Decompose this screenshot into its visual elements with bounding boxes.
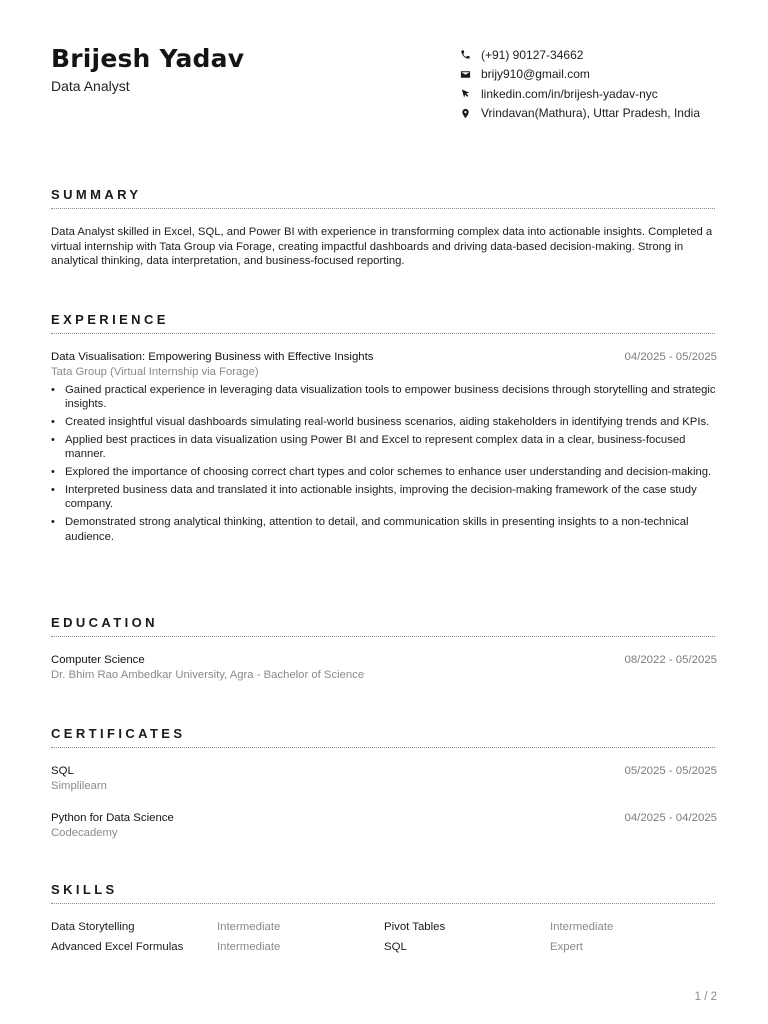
skills-section	[51, 882, 716, 955]
skills-heading: SKILLS	[51, 882, 118, 897]
education-institution: Dr. Bhim Rao Ambedkar University, Agra - Bachelor of Science	[51, 669, 365, 681]
experience-bullet: • Applied best practices in data visualization using Power BI and Excel to represent complex data in a clear, business-focused manner.	[51, 433, 717, 462]
education-section	[51, 615, 716, 683]
certificates-section	[51, 726, 716, 841]
contact-location-text: Vrindavan(Mathura), Uttar Pradesh, India	[481, 106, 700, 121]
contact-email-text: brijy910@gmail.com	[481, 67, 590, 82]
experience-bullet: • Demonstrated strong analytical thinking, attention to detail, and communication skills in presenting insights to a non-technical audience.	[51, 515, 717, 544]
experience-organization: Tata Group (Virtual Internship via Forage)	[51, 366, 259, 378]
skills-grid	[51, 920, 716, 955]
section-divider	[51, 747, 715, 748]
skill-name: Advanced Excel Formulas	[51, 941, 184, 953]
certificate-title: SQL	[51, 765, 74, 777]
skill-level: Intermediate	[217, 921, 281, 933]
candidate-role: Data Analyst	[51, 78, 130, 94]
experience-bullet-list	[51, 383, 717, 544]
education-heading: EDUCATION	[51, 615, 158, 630]
education-dates: 08/2022 - 05/2025	[624, 654, 717, 666]
location-pin-icon	[458, 106, 472, 120]
contact-location	[458, 104, 700, 124]
experience-bullet: • Explored the importance of choosing correct chart types and color schemes to enhance user understanding and decision-making.	[51, 465, 717, 479]
summary-section	[51, 187, 716, 269]
phone-icon	[458, 48, 472, 62]
skill-name: Data Storytelling	[51, 921, 135, 933]
contact-list	[458, 45, 700, 123]
candidate-name: Brijesh Yadav	[51, 44, 245, 73]
experience-bullet: • Gained practical experience in leveraging data visualization tools to empower business decisions through storytelling and strategic insights.	[51, 383, 717, 412]
certificate-entry	[51, 811, 717, 841]
experience-bullet: • Interpreted business data and translated it into actionable insights, improving the decision-making framework of the case study company.	[51, 483, 717, 512]
certificate-issuer: Simplilearn	[51, 780, 107, 792]
skill-level: Intermediate	[217, 941, 281, 953]
contact-phone-text: (+91) 90127-34662	[481, 47, 584, 62]
certificate-entry	[51, 764, 717, 794]
experience-entry	[51, 350, 717, 544]
education-entry	[51, 653, 717, 683]
section-divider	[51, 333, 715, 334]
certificates-heading: CERTIFICATES	[51, 726, 186, 741]
summary-text: Data Analyst skilled in Excel, SQL, and Power BI with experience in transforming complex data into actionable insights. Completed a virtual internship with Tata Group via Forage, creating impactful dashboards and driving data-based decision-making. Strong in analytical thinking, data interpretation, and business-focused reporting.	[51, 226, 713, 268]
summary-heading: SUMMARY	[51, 187, 142, 202]
page-indicator: 1 / 2	[694, 991, 717, 1003]
certificate-dates: 04/2025 - 04/2025	[624, 812, 717, 824]
link-cursor-icon	[458, 87, 472, 101]
section-divider	[51, 903, 715, 904]
certificate-title: Python for Data Science	[51, 812, 174, 824]
skill-level: Expert	[550, 941, 583, 953]
certificate-dates: 05/2025 - 05/2025	[624, 765, 717, 777]
certificate-issuer: Codecademy	[51, 827, 118, 839]
contact-linkedin-text: linkedin.com/in/brijesh-yadav-nyc	[481, 86, 658, 101]
experience-dates: 04/2025 - 05/2025	[624, 351, 717, 363]
experience-title: Data Visualisation: Empowering Business with Effective Insights	[51, 351, 374, 363]
section-divider	[51, 636, 715, 637]
education-degree: Computer Science	[51, 654, 145, 666]
contact-phone	[458, 45, 700, 65]
section-divider	[51, 208, 715, 209]
skill-name: SQL	[384, 941, 407, 953]
skill-level: Intermediate	[550, 921, 614, 933]
experience-bullet: • Created insightful visual dashboards simulating real-world business scenarios, aiding stakeholders in identifying trends and KPIs.	[51, 415, 717, 429]
contact-linkedin	[458, 84, 700, 104]
experience-section	[51, 312, 716, 548]
skill-name: Pivot Tables	[384, 921, 446, 933]
experience-heading: EXPERIENCE	[51, 312, 169, 327]
contact-email	[458, 65, 700, 85]
email-icon	[458, 67, 472, 81]
